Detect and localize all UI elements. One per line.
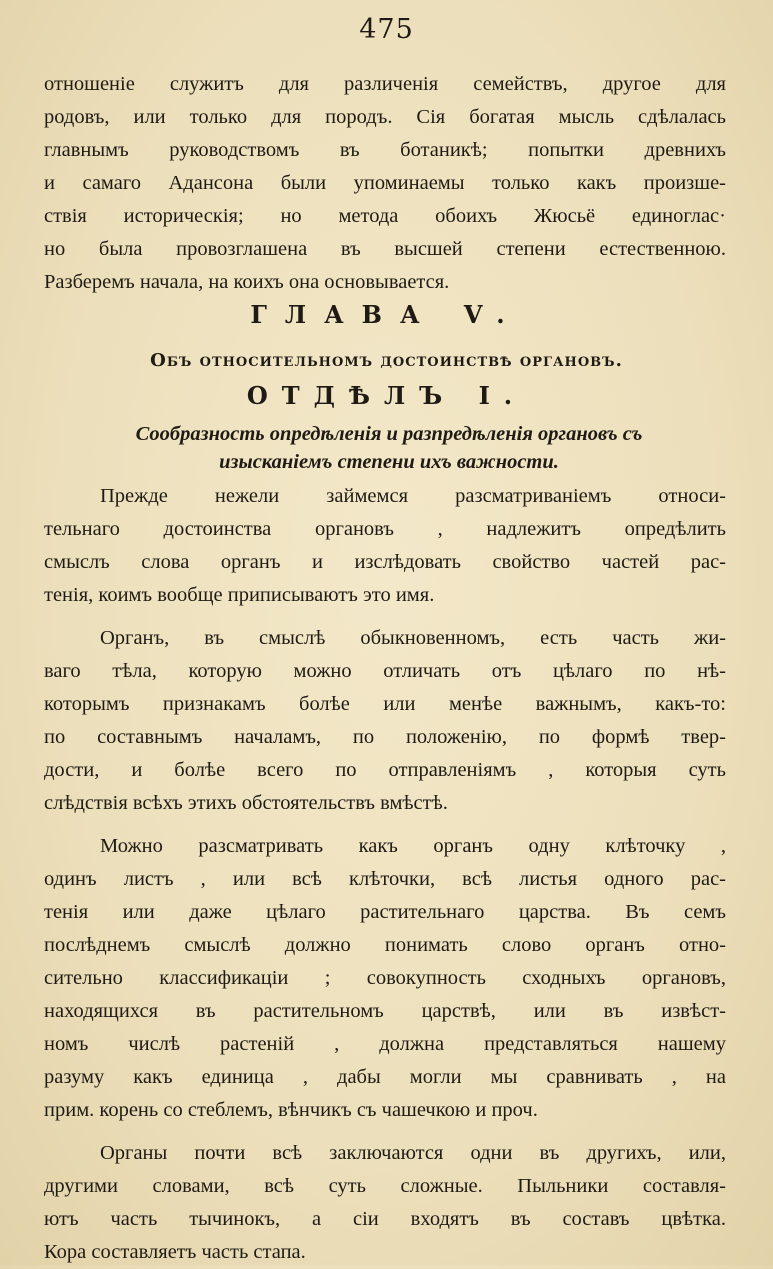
- paragraph: [44, 830, 726, 1127]
- paragraph: [44, 1137, 726, 1269]
- text-line: послѣднемъ смыслѣ должно понимать слово органъ отно-: [44, 934, 726, 956]
- section-subtitle: [58, 420, 720, 476]
- paragraph: [44, 480, 726, 612]
- text-line: находящихся въ растительномъ царствѣ, или въ извѣст-: [44, 1000, 726, 1022]
- text-line: тенія или даже цѣлаго растительнаго царства. Въ семъ: [44, 901, 726, 923]
- text-line: которымъ признакамъ болѣе или менѣе важнымъ, какъ-то:: [44, 693, 726, 715]
- paragraph-gap: [44, 612, 726, 622]
- text-line: дости, и болѣе всего по отправленіямъ , которыя суть: [44, 759, 726, 781]
- text-line: тельнаго достоинства органовъ , надлежитъ опредѣлить: [44, 518, 726, 540]
- text-line: ютъ часть тычинокъ, а сіи входятъ въ составъ цвѣтка.: [44, 1208, 726, 1230]
- text-line: Разберемъ начала, на коихъ она основывается.: [44, 271, 450, 293]
- text-line: родовъ, или только для породъ. Сія богатая мысль сдѣлалась: [44, 106, 726, 128]
- intro-paragraph: [44, 68, 726, 299]
- text-line: Кора составляетъ часть стапа.: [44, 1241, 306, 1263]
- text-line: Органы почти всѣ заключаются одни въ другихъ, или,: [100, 1142, 726, 1164]
- text-line: смыслъ слова органъ и изслѣдовать свойство частей рас-: [44, 551, 726, 573]
- paragraph-gap: [44, 820, 726, 830]
- text-line: Органъ, въ смыслѣ обыкновенномъ, есть часть жи-: [100, 627, 726, 649]
- paragraph-gap: [44, 1127, 726, 1137]
- text-line: отношеніе служитъ для различенія семействъ, другое для: [44, 73, 726, 95]
- text-line: главнымъ руководствомъ въ ботаникѣ; попытки древнихъ: [44, 139, 726, 161]
- text-line: Можно разсматривать какъ органъ одну клѣточку ,: [100, 835, 726, 857]
- text-line: одинъ листъ , или всѣ клѣточки, всѣ листья одного рас-: [44, 868, 726, 890]
- text-line: но была провозглашена въ высшей степени естественною.: [44, 238, 726, 260]
- paragraph: [44, 622, 726, 820]
- body-text: [44, 480, 726, 1269]
- text-line: ствія историческія; но метода обоихъ Жюсьё единоглас·: [44, 205, 726, 227]
- text-line: сительно классификаціи ; совокупность сходныхъ органовъ,: [44, 967, 726, 989]
- text-line: Прежде нежели займемся разсматриваніемъ относи-: [100, 485, 726, 507]
- text-line: прим. корень со стеблемъ, вѣнчикъ съ чашечкою и проч.: [44, 1099, 538, 1121]
- text-line: разуму какъ единица , дабы могли мы сравнивать , на: [44, 1066, 726, 1088]
- section-subtitle-line: Сообразность опредѣленія и разпредѣленія органовъ съ: [135, 423, 643, 445]
- text-line: по составнымъ началамъ, по положенію, по формѣ твер-: [44, 726, 726, 748]
- section-subtitle-line: изысканіемъ степени ихъ важности.: [219, 451, 559, 473]
- page-number: 475: [359, 14, 414, 45]
- chapter-subtitle: Объ относительномъ достоинствѣ органовъ.: [150, 350, 623, 371]
- chapter-title: ГЛАВА V.: [250, 300, 523, 329]
- text-line: тенія, коимъ вообще приписываютъ это имя.: [44, 584, 435, 606]
- section-title: ОТДѢЛЪ I.: [246, 381, 527, 410]
- text-line: и самаго Адансона были упоминаемы только какъ произше-: [44, 172, 726, 194]
- text-line: другими словами, всѣ суть сложные. Пыльники составля-: [44, 1175, 726, 1197]
- text-line: номъ числѣ растеній , должна представляться нашему: [44, 1033, 726, 1055]
- text-line: слѣдствія всѣхъ этихъ обстоятельствъ вмѣстѣ.: [44, 792, 448, 814]
- text-line: ваго тѣла, которую можно отличать отъ цѣлаго по нѣ-: [44, 660, 726, 682]
